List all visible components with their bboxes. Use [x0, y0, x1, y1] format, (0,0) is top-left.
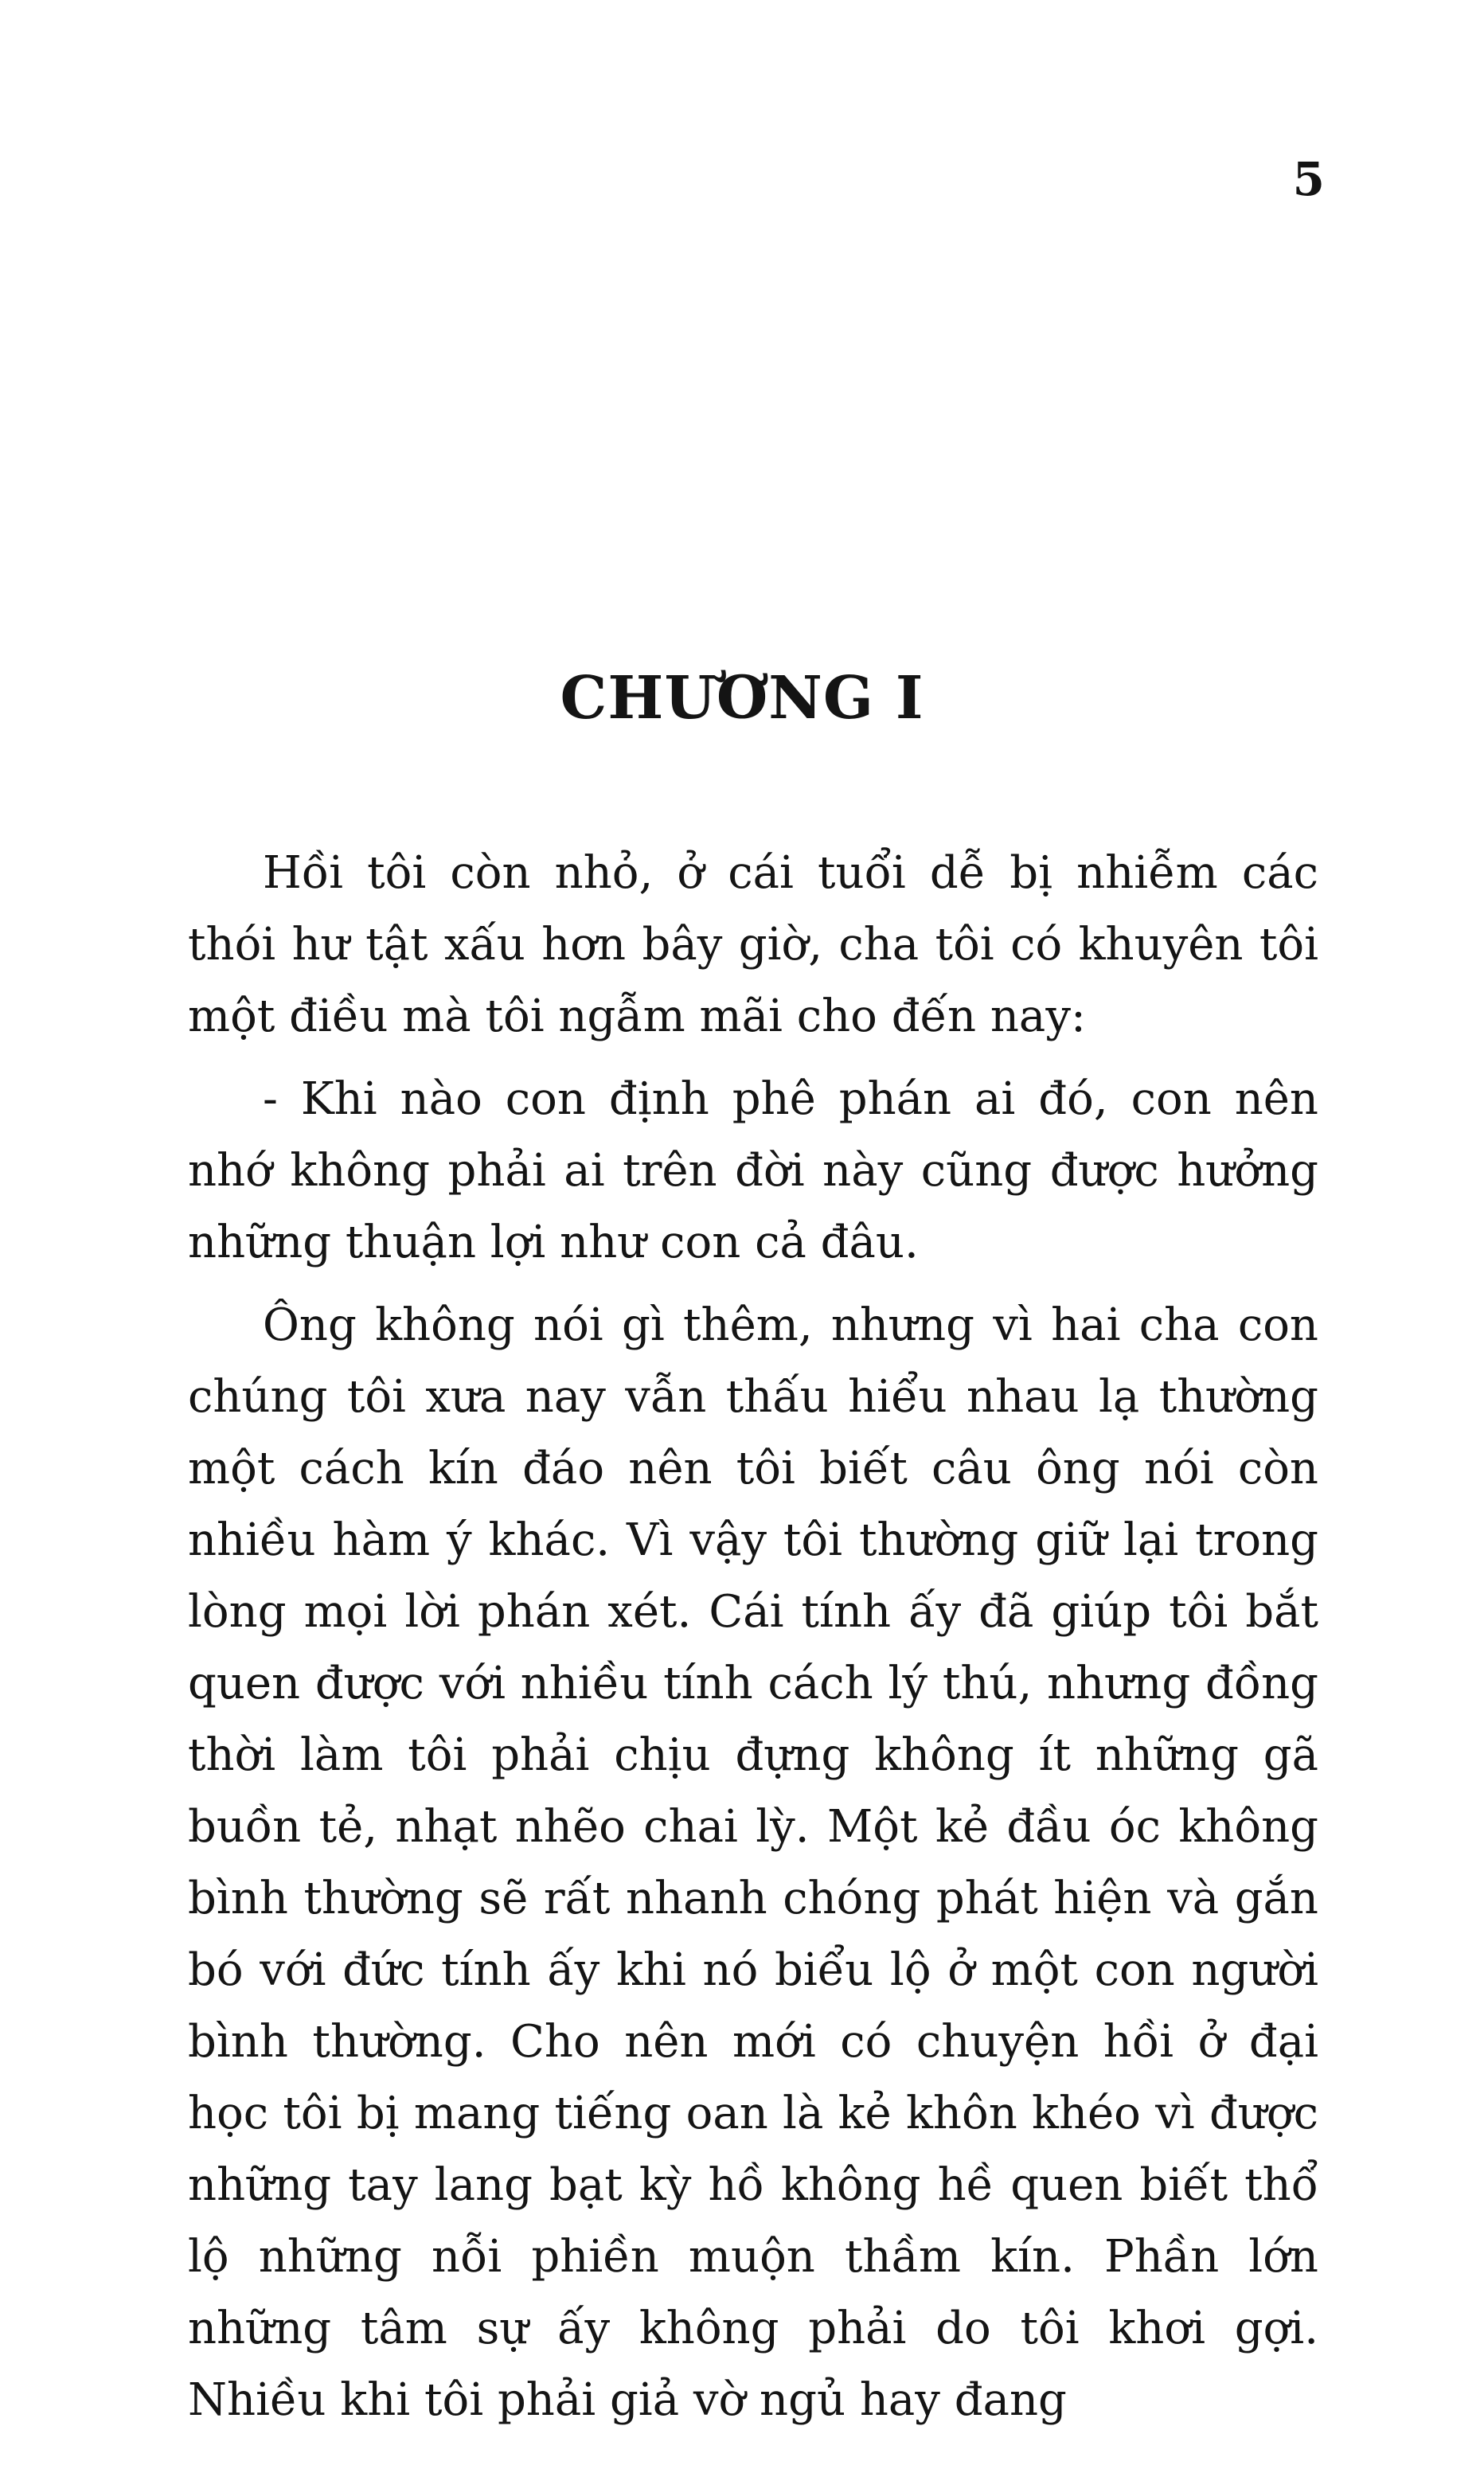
page-number: 5 [1292, 152, 1325, 206]
paragraph: - Khi nào con định phê phán ai đó, con nên nhớ không phải ai trên đời này cũng được hưởng những thuận lợi như con cả đâu. [188, 1073, 1318, 1268]
paragraph: Ông không nói gì thêm, nhưng vì hai cha con chúng tôi xưa nay vẫn thấu hiểu nhau lạ thường một cách kín đáo nên tôi biết câu ông nói còn nhiều hàm ý khác. Vì vậy tôi thường giữ lại trong lòng mọi lời phán xét. Cái tính ấy đã giúp tôi bắt quen được với nhiều tính cách lý thú, nhưng đồng thời làm tôi phải chịu đựng không ít những gã buồn tẻ, nhạt nhẽo chai lỳ. Một kẻ đầu óc không bình thường sẽ rất nhanh chóng phát hiện và gắn bó với đức tính ấy khi nó biểu lộ ở một con người bình thường. Cho nên mới có chuyện hồi ở đại học tôi bị mang tiếng oan là kẻ khôn khéo vì được những tay lang bạt kỳ hồ không hề quen biết thổ lộ những nỗi phiền muộn thầm kín. Phần lớn những tâm sự ấy không phải do tôi khơi gợi. Nhiều khi tôi phải giả vờ ngủ hay đang [188, 1299, 1318, 2426]
body-text [188, 838, 1318, 2447]
chapter-title: CHƯƠNG I [560, 664, 924, 732]
paragraph: Hồi tôi còn nhỏ, ở cái tuổi dễ bị nhiễm các thói hư tật xấu hơn bây giờ, cha tôi có khuyên tôi một điều mà tôi ngẫm mãi cho đến nay: [188, 847, 1318, 1042]
